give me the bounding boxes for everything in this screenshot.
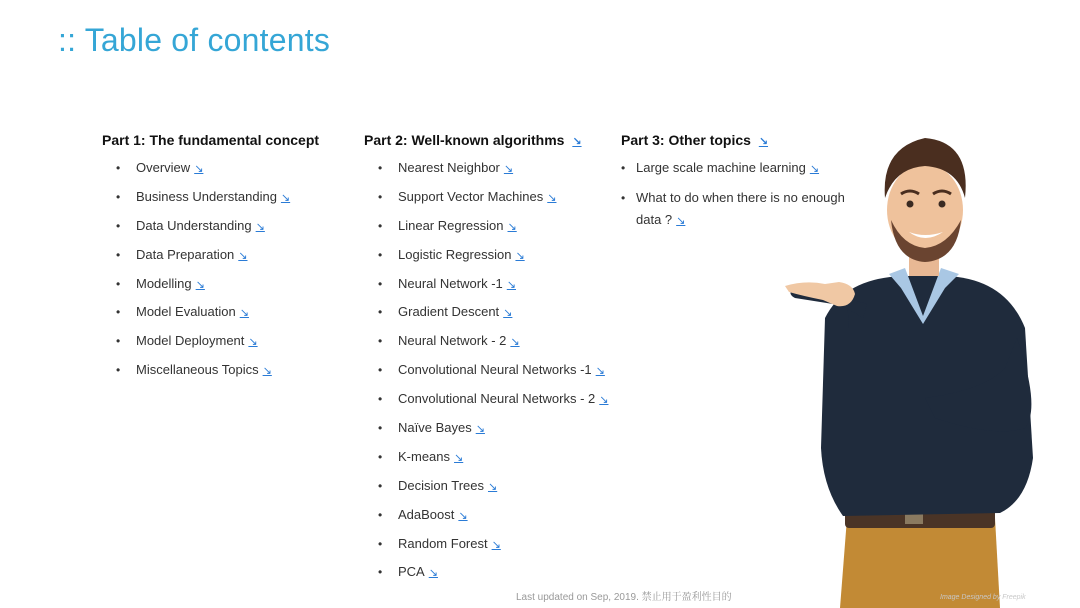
list-item-label: Data Preparation xyxy=(136,246,235,262)
column-part-2 xyxy=(364,130,608,591)
column-heading-label: Part 1: The fundamental concept xyxy=(102,132,320,148)
link-arrow-icon[interactable]: ↘ xyxy=(248,336,258,349)
column-part-1 xyxy=(102,130,319,389)
list-item xyxy=(364,187,608,208)
list-item xyxy=(364,360,608,381)
list-item-label: Gradient Descent xyxy=(398,304,500,320)
list-item-label: Overview xyxy=(136,160,191,175)
list-item-label: Neural Network -1 xyxy=(398,275,503,291)
list-item xyxy=(364,418,608,439)
link-arrow-icon[interactable]: ↘ xyxy=(599,394,609,407)
list-item-label: Logistic Regression xyxy=(398,246,512,262)
list-item xyxy=(364,245,608,266)
bullet-icon: • xyxy=(378,161,383,175)
list-item xyxy=(364,216,608,237)
link-arrow-icon[interactable]: ↘ xyxy=(676,214,686,227)
link-arrow-icon[interactable]: ↘ xyxy=(195,278,205,291)
link-arrow-icon[interactable]: ↘ xyxy=(454,451,464,464)
bullet-icon: • xyxy=(378,507,383,522)
bullet-icon: • xyxy=(621,190,626,205)
link-arrow-icon[interactable]: ↘ xyxy=(194,163,204,175)
link-arrow-icon[interactable]: ↘ xyxy=(238,249,248,262)
list-item xyxy=(364,331,608,352)
link-arrow-icon[interactable]: ↘ xyxy=(758,136,769,148)
list-item xyxy=(102,216,319,237)
topic-list xyxy=(102,158,319,381)
list-item-label: Modelling xyxy=(136,275,192,291)
list-item xyxy=(364,302,608,323)
link-arrow-icon[interactable]: ↘ xyxy=(809,163,820,175)
footer-note: Last updated on Sep, 2019. 禁止用于盈利性目的 xyxy=(516,592,732,603)
list-item xyxy=(102,360,319,381)
list-item-label: Convolutional Neural Networks - 2 xyxy=(398,391,596,407)
list-item-label: Decision Trees xyxy=(398,477,484,493)
bullet-icon: • xyxy=(378,565,383,580)
list-item xyxy=(364,534,608,555)
list-item xyxy=(364,562,608,583)
bullet-icon: • xyxy=(378,478,383,493)
list-item xyxy=(364,274,608,295)
bullet-icon: • xyxy=(116,161,121,175)
link-arrow-icon[interactable]: ↘ xyxy=(572,136,582,148)
link-arrow-icon[interactable]: ↘ xyxy=(503,163,514,175)
list-item-label: What to do when there is no enough data ? xyxy=(636,189,845,227)
list-item-label: Miscellaneous Topics xyxy=(136,362,259,378)
list-item xyxy=(102,187,319,208)
list-item-label: Random Forest xyxy=(398,535,488,551)
list-item-label: AdaBoost xyxy=(398,506,455,522)
list-item xyxy=(102,245,319,266)
link-arrow-icon[interactable]: ↘ xyxy=(255,220,265,233)
link-arrow-icon[interactable]: ↘ xyxy=(491,538,501,551)
list-item-label: Model Deployment xyxy=(136,333,245,349)
pointing-man-illustration xyxy=(785,128,1045,608)
bullet-icon: • xyxy=(116,334,121,349)
list-item xyxy=(102,274,319,295)
list-item xyxy=(102,331,319,352)
bullet-icon: • xyxy=(378,247,383,262)
bullet-icon: • xyxy=(378,305,383,320)
link-arrow-icon[interactable]: ↘ xyxy=(458,509,468,522)
link-arrow-icon[interactable]: ↘ xyxy=(475,423,485,436)
list-item xyxy=(364,476,608,497)
column-heading-label: Part 2: Well-known algorithms xyxy=(364,132,565,148)
list-item-label: PCA xyxy=(398,564,425,580)
link-arrow-icon[interactable]: ↘ xyxy=(280,191,291,204)
link-arrow-icon[interactable]: ↘ xyxy=(515,249,525,262)
topic-list xyxy=(364,158,608,583)
list-item-label: Model Evaluation xyxy=(136,304,236,320)
bullet-icon: • xyxy=(378,334,383,349)
list-item-label: Linear Regression xyxy=(398,217,504,233)
bullet-icon: • xyxy=(378,536,383,551)
bullet-icon: • xyxy=(378,189,383,204)
list-item xyxy=(102,158,319,179)
column-heading xyxy=(364,130,608,150)
list-item-label: Data Understanding xyxy=(136,217,252,233)
bullet-icon: • xyxy=(116,363,121,378)
bullet-icon: • xyxy=(378,363,383,378)
list-item-label: Convolutional Neural Networks -1 xyxy=(398,362,592,378)
list-item-label: Nearest Neighbor xyxy=(398,160,500,175)
list-item-label: Large scale machine learning xyxy=(636,160,806,175)
link-arrow-icon[interactable]: ↘ xyxy=(428,567,438,580)
link-arrow-icon[interactable]: ↘ xyxy=(487,480,498,493)
link-arrow-icon[interactable]: ↘ xyxy=(510,336,520,349)
bullet-icon: • xyxy=(116,247,121,262)
list-item-label: Support Vector Machines xyxy=(398,188,544,204)
link-arrow-icon[interactable]: ↘ xyxy=(595,365,605,378)
bullet-icon: • xyxy=(378,276,383,291)
list-item-label: Neural Network - 2 xyxy=(398,333,507,349)
column-heading xyxy=(102,130,319,150)
bullet-icon: • xyxy=(621,161,626,175)
bullet-icon: • xyxy=(116,305,121,320)
list-item xyxy=(364,505,608,526)
link-arrow-icon[interactable]: ↘ xyxy=(507,220,517,233)
list-item-label: Business Understanding xyxy=(136,188,277,204)
list-item xyxy=(364,158,608,179)
link-arrow-icon[interactable]: ↘ xyxy=(503,307,513,320)
link-arrow-icon[interactable]: ↘ xyxy=(547,191,557,204)
link-arrow-icon[interactable]: ↘ xyxy=(262,365,272,378)
bullet-icon: • xyxy=(116,189,121,204)
list-item-label: K-means xyxy=(398,448,451,464)
list-item xyxy=(102,302,319,323)
link-arrow-icon[interactable]: ↘ xyxy=(506,278,516,291)
link-arrow-icon[interactable]: ↘ xyxy=(239,307,249,320)
bullet-icon: • xyxy=(378,421,383,436)
bullet-icon: • xyxy=(116,276,121,291)
bullet-icon: • xyxy=(378,218,383,233)
bullet-icon: • xyxy=(378,449,383,464)
list-item xyxy=(364,389,608,410)
bullet-icon: • xyxy=(378,392,383,407)
list-item xyxy=(364,447,608,468)
image-credit: Image Designed by Freepik xyxy=(940,594,1026,601)
list-item-label: Naïve Bayes xyxy=(398,420,472,436)
bullet-icon: • xyxy=(116,218,121,233)
page-title: :: Table of contents xyxy=(58,22,331,58)
column-heading-label: Part 3: Other topics xyxy=(621,132,751,148)
